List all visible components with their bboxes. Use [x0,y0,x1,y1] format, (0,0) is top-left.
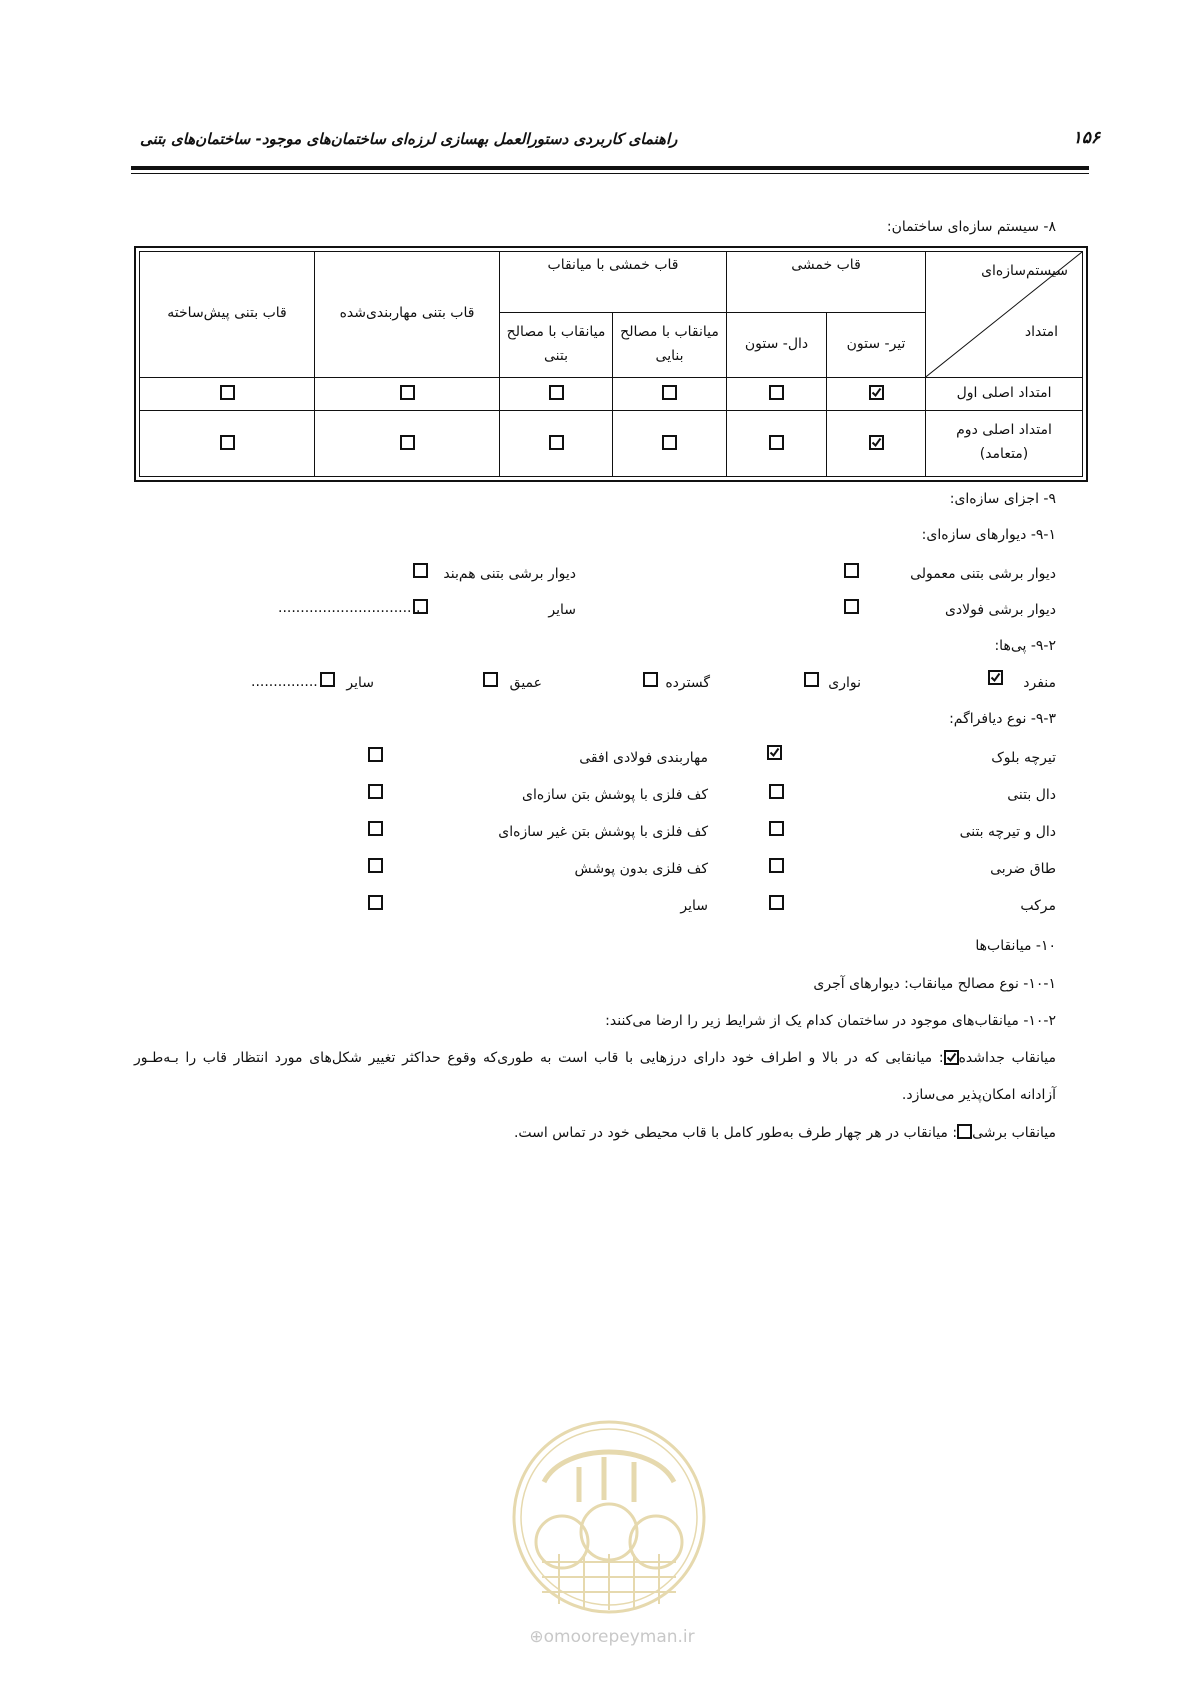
diaphragm-option: تیرچه بلوک [991,750,1056,766]
cell-checkbox [315,410,500,477]
checkbox[interactable] [400,385,415,400]
section-9-heading: ۹- اجزای سازه‌ای: [949,491,1056,507]
isolated-infill-checkbox[interactable] [944,1050,959,1065]
checkbox[interactable] [662,385,677,400]
isolated-infill-line-1 [134,1050,1056,1066]
foundation-strip-checkbox[interactable] [804,672,819,687]
diaphragm-option: کف فلزی بدون پوشش [574,861,708,877]
cell-checkbox [140,377,315,410]
watermark-globe-icon: ⊕ [529,1627,544,1647]
cell-checkbox [500,377,613,410]
diaphragm-option: دال بتنی [1007,787,1056,803]
row-label: امتداد اصلی اول [926,377,1083,410]
shear-infill-checkbox[interactable] [957,1124,972,1139]
cell-checkbox [140,410,315,477]
cell-checkbox [613,410,727,477]
checkbox[interactable] [769,435,784,450]
checkbox[interactable] [549,385,564,400]
diaphragm-option: دال و تیرچه بتنی [959,824,1056,840]
diaphragm-checkbox[interactable] [769,784,784,799]
diaphragm-checkbox[interactable] [767,745,782,760]
cell-checkbox [613,377,727,410]
table-row-direction-2 [140,410,1083,477]
checked-checkbox[interactable] [869,435,884,450]
running-title: راهنمای کاربردی دستورالعمل بهسازی لرزه‌ای ساختمان‌های موجود- ساختمان‌های بتنی [140,130,678,148]
isolated-infill-line-2: آزادانه امکان‌پذیر می‌سازد. [901,1087,1056,1103]
diaphragm-heading: ۹-۳- نوع دیافراگم: [949,711,1056,727]
diaphragm-checkbox[interactable] [368,895,383,910]
checkbox[interactable] [662,435,677,450]
corner-top-label: سیستم‌سازه‌ای [981,263,1069,279]
isolated-infill-label: میانقاب جداشده [958,1050,1057,1066]
section-8-heading: ۸- سیستم سازه‌ای ساختمان: [886,219,1056,235]
foundation-mat-checkbox[interactable] [643,672,658,687]
checkbox[interactable] [220,435,235,450]
structural-system-table [139,251,1083,477]
foundations-heading: ۹-۲- پی‌ها: [994,638,1056,654]
header-moment-frame-infill: قاب خمشی با میانقاب [500,252,727,313]
header-rule-thin [131,173,1089,174]
foundation-other-label: سایر [346,675,374,691]
cell-checkbox [315,377,500,410]
checkbox[interactable] [769,385,784,400]
diaphragm-checkbox[interactable] [368,784,383,799]
foundation-other-blank[interactable]: ............... [251,674,318,690]
cell-checkbox [727,410,827,477]
header-precast-frame: قاب بتنی پیش‌ساخته [140,252,315,378]
cell-checkbox [727,377,827,410]
watermark-logo [484,1412,734,1662]
row-label: امتداد اصلی دوم (متعامد) [926,410,1083,477]
foundation-strip-label: نواری [828,675,861,691]
header-rule-thick [131,166,1089,170]
wall-steel-label: دیوار برشی فولادی [944,602,1056,618]
diaphragm-checkbox[interactable] [769,821,784,836]
wall-other-label: سایر [548,602,576,618]
table-row-direction-1 [140,377,1083,410]
diaphragm-option: کف فلزی با پوشش بتن غیر سازه‌ای [498,824,708,840]
cell-checkbox [827,377,926,410]
checked-checkbox[interactable] [869,385,884,400]
isolated-infill-text: : میانقابی که در بالا و اطراف خود دارای درزهایی با قاب است به طوری‌که وقوع حداکثر تغییر شکل‌های مورد انتظار قاب را بـه‌طـور [134,1050,944,1066]
shear-infill-line [514,1124,1056,1141]
diaphragm-checkbox[interactable] [769,895,784,910]
wall-steel-checkbox[interactable] [844,599,859,614]
diaphragm-checkbox[interactable] [368,858,383,873]
page-number: ۱۵۶ [1072,128,1100,148]
wall-coupled-rc-label: دیوار برشی بتنی هم‌بند [443,566,576,582]
foundation-deep-checkbox[interactable] [483,672,498,687]
walls-heading: ۹-۱- دیوارهای سازه‌ای: [921,527,1056,543]
diaphragm-checkbox[interactable] [368,747,383,762]
diaphragm-option: سایر [680,898,708,914]
diaphragm-checkbox[interactable] [769,858,784,873]
checkbox[interactable] [220,385,235,400]
watermark-site: ⊕omoorepeyman.ir [529,1627,695,1647]
wall-other-blank[interactable]: ................................ [278,600,421,616]
sub-masonry-infill: میانقاب با مصالح بنایی [613,313,727,377]
diaphragm-option: کف فلزی با پوشش بتن سازه‌ای [521,787,708,803]
wall-coupled-rc-checkbox[interactable] [413,563,428,578]
header-braced-frame: قاب بتنی مهاربندی‌شده [315,252,500,378]
sub-slab-column: دال- ستون [727,313,827,377]
table-corner-cell [926,252,1083,378]
foundation-isolated-label: منفرد [1023,675,1056,691]
diaphragm-checkbox[interactable] [368,821,383,836]
header-moment-frame: قاب خمشی [727,252,926,313]
infill-conditions: ۱۰-۲- میانقاب‌های موجود در ساختمان کدام یک از شرایط زیر را ارضا می‌کنند: [605,1013,1056,1029]
section-10-heading: ۱۰- میانقاب‌ها [975,938,1056,954]
sub-concrete-infill: میانقاب با مصالح بتنی [500,313,613,377]
wall-ordinary-rc-checkbox[interactable] [844,563,859,578]
diaphragm-option: مرکب [1020,898,1056,914]
watermark-seal-icon [484,1412,734,1662]
diaphragm-option: طاق ضربی [990,861,1056,877]
checkbox[interactable] [400,435,415,450]
diaphragm-option: مهاربندی فولادی افقی [579,750,708,766]
cell-checkbox [500,410,613,477]
foundation-mat-label: گسترده [665,675,710,691]
shear-infill-text: : میانقاب در هر چهار طرف به‌طور کامل با قاب محیطی خود در تماس است. [513,1125,958,1141]
foundation-isolated-checkbox[interactable] [988,670,1003,685]
shear-infill-label: میانقاب برشی [972,1125,1056,1141]
cell-checkbox [827,410,926,477]
sub-beam-column: تیر- ستون [827,313,926,377]
checkbox[interactable] [549,435,564,450]
foundation-other-checkbox[interactable] [320,672,335,687]
infill-material: ۱۰-۱- نوع مصالح میانقاب: دیوارهای آجری [813,976,1056,992]
wall-ordinary-rc-label: دیوار برشی بتنی معمولی [910,566,1056,582]
corner-bottom-label: امتداد [1024,323,1059,340]
foundation-deep-label: عمیق [509,675,542,691]
